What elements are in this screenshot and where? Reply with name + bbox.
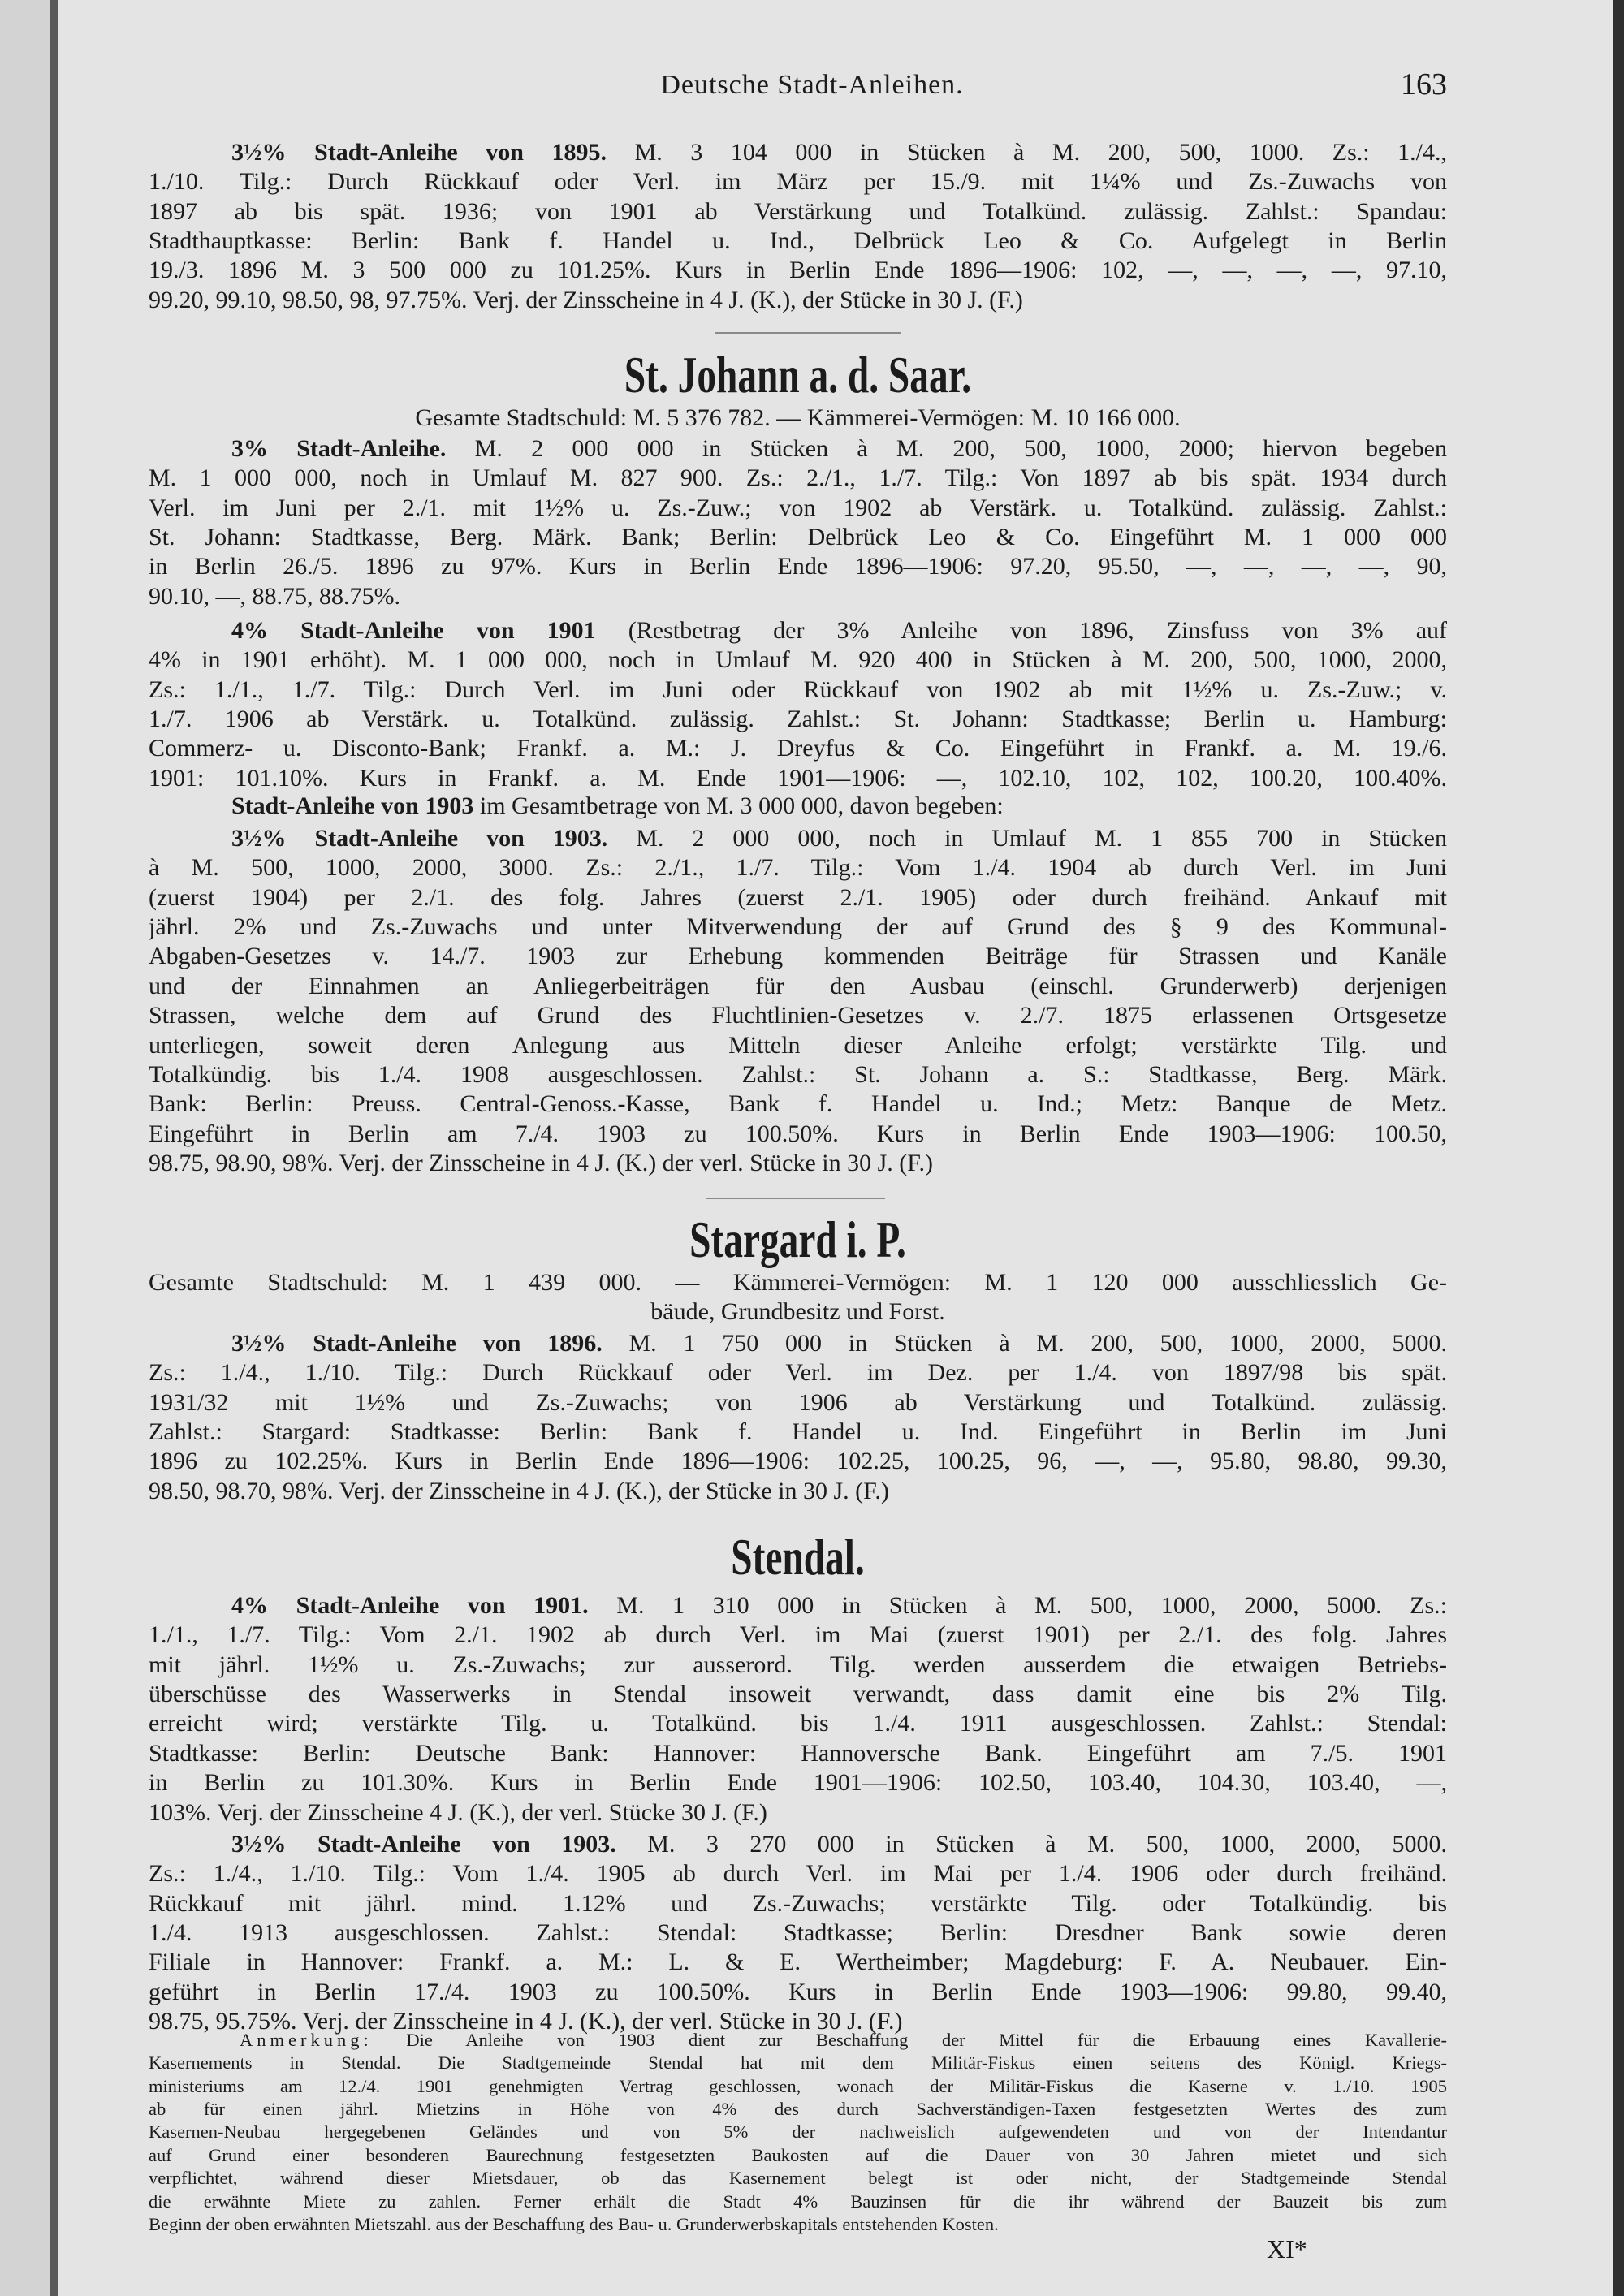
text-line	[149, 1418, 1447, 1447]
text-line	[149, 1948, 1447, 1977]
text-line	[149, 2052, 1447, 2074]
text-line	[317, 1211, 1278, 1268]
line-text: Beginn der oben erwähnten Mietszahl. aus der Beschaffung des Bau- u. Grunderwerbskapitals entstehenden Kosten.	[149, 2213, 999, 2234]
line-text: M. 3 270 000 in Stücken à M. 500, 1000, 2000, 5000.	[615, 1830, 1447, 1858]
line-text: Totalkündig. bis 1./4. 1908 ausgeschlossen. Zahlst.: St. Johann a. S.: Stadtkasse, Berg. Märk.	[149, 1060, 1447, 1088]
text-line	[149, 1447, 1447, 1476]
text-line	[149, 1031, 1447, 1060]
line-text: Gesamte Stadtschuld: M. 1 439 000. — Kämmerei-Vermögen: M. 1 120 000 ausschliesslich Ge-	[149, 1268, 1447, 1296]
text-line	[149, 582, 1447, 611]
text-line	[149, 1739, 1447, 1768]
text-line	[149, 2190, 1447, 2213]
line-text: ministeriums am 12./4. 1901 genehmigten Vertrag geschlossen, wonach der Militär-Fiskus die Kaserne v. 1./10. 1905	[149, 2075, 1447, 2096]
line-text: Commerz- u. Disconto-Bank; Frankf. a. M.: J. Dreyfus & Co. Eingeführt in Frankf. a. M. 19./6.	[149, 735, 1447, 762]
text-line	[149, 494, 1447, 523]
loan-entry	[149, 138, 1447, 315]
text-line	[149, 645, 1447, 675]
city-heading	[149, 1211, 1447, 1268]
scan-margin	[0, 0, 50, 2296]
text-line	[149, 2029, 1447, 2052]
text-line	[149, 1918, 1447, 1948]
line-text: Abgaben-Gesetzes v. 14./7. 1903 zur Erhebung kommenden Beiträge für Strassen und Kanäle	[149, 943, 1447, 970]
text-line	[149, 2075, 1447, 2098]
line-text: St. Johann: Stadtkasse, Berg. Märk. Bank; Berlin: Delbrück Leo & Co. Eingeführt M. 1 000 000	[149, 523, 1447, 550]
line-text: 1897 ab bis spät. 1936; von 1901 ab Verstärkung und Totalkünd. zulässig. Zahlst.: Spandau:	[149, 197, 1447, 225]
loan-title: 3½% Stadt-Anleihe von 1903.	[231, 824, 608, 852]
text-line	[149, 972, 1447, 1001]
text-line	[149, 1830, 1447, 1859]
text-line	[149, 1978, 1447, 2007]
signature-mark: XI*	[1267, 2234, 1307, 2264]
text-line	[149, 792, 1447, 821]
line-text: Die Anleihe von 1903 dient zur Beschaffung der Mittel für die Erbauung eines Kavallerie-	[372, 2029, 1447, 2050]
text-line	[149, 523, 1447, 552]
scan-border-right	[1613, 0, 1624, 2296]
text-line	[149, 1149, 1447, 1178]
text-line	[149, 167, 1447, 196]
line-text: 1./7. 1906 ab Verstärk. u. Totalkünd. zulässig. Zahlst.: St. Johann: Stadtkasse; Berlin u. Hamburg:	[149, 705, 1447, 732]
loan-title: Stadt-Anleihe von 1903	[231, 792, 474, 819]
city-heading	[149, 1529, 1447, 1586]
text-line	[149, 1591, 1447, 1621]
text-line	[149, 2098, 1447, 2121]
line-text: 90.10, —, 88.75, 88.75%.	[149, 582, 400, 610]
line-text: jährl. 2% und Zs.-Zuwachs und unter Mitverwendung der auf Grund des § 9 des Kommunal-	[149, 913, 1447, 940]
line-text: 1./1., 1./7. Tilg.: Vom 2./1. 1902 ab durch Verl. im Mai (zuerst 1901) per 2./1. des folg. Jahres	[149, 1621, 1447, 1649]
text-line	[149, 1477, 1447, 1506]
line-text: 1931/32 mit 1½% und Zs.-Zuwachs; von 1906 ab Verstärkung und Totalkünd. zulässig.	[149, 1388, 1447, 1416]
text-line	[149, 1329, 1447, 1358]
line-text: und der Einnahmen an Anliegerbeiträgen für den Ausbau (einschl. Grunderwerb) derjenigen	[149, 972, 1447, 999]
note-label: Anmerkung:	[240, 2029, 373, 2050]
line-text: ab für einen jährl. Mietzins in Höhe von 4% des durch Sachverständigen-Taxen festgesetzten Wertes des zum	[149, 2098, 1447, 2119]
line-text: mit jährl. 1½% u. Zs.-Zuwachs; zur ausserord. Tilg. werden ausserdem die etwaigen Betriebs-	[149, 1651, 1447, 1678]
line-text: bäude, Grundbesitz und Forst.	[650, 1298, 945, 1326]
line-text: in Berlin 26./5. 1896 zu 97%. Kurs in Berlin Ende 1896—1906: 97.20, 95.50, —, —, —, —, 90,	[149, 553, 1447, 580]
text-line	[149, 1120, 1447, 1149]
text-line	[149, 197, 1447, 227]
line-text: 1896 zu 102.25%. Kurs in Berlin Ende 1896—1906: 102.25, 100.25, 96, —, —, 95.80, 98.80, 99.30,	[149, 1448, 1447, 1475]
text-line	[149, 1798, 1447, 1828]
page-edge-shadow	[50, 0, 58, 2296]
text-line	[149, 824, 1447, 853]
line-text: M. 1 750 000 in Stücken à M. 200, 500, 1000, 2000, 5000.	[602, 1329, 1447, 1357]
line-text: Kasernements in Stendal. Die Stadtgemeinde Stendal hat mit dem Militär-Fiskus einen seitens des Königl. Kriegs-	[149, 2052, 1447, 2074]
page-number: 163	[1401, 67, 1447, 101]
line-text: Stadthauptkasse: Berlin: Bank f. Handel u. Ind., Delbrück Leo & Co. Aufgelegt in Berlin	[149, 227, 1447, 254]
text-line	[317, 1529, 1278, 1586]
footnote	[149, 2029, 1447, 2237]
line-text: Rückkauf mit jährl. mind. 1.12% und Zs.-Zuwachs; verstärkte Tilg. oder Totalkündig. bis	[149, 1889, 1447, 1917]
text-line	[149, 913, 1447, 942]
city-name: Stargard i. P.	[689, 1211, 906, 1268]
loan-entry	[149, 434, 1447, 611]
text-line	[149, 883, 1447, 913]
line-text: die erwähnte Miete zu zahlen. Ferner erhält die Stadt 4% Bauzinsen für die ihr während der Bauzeit bis zum	[149, 2190, 1447, 2212]
loan-title: 4% Stadt-Anleihe von 1901	[231, 616, 596, 644]
line-text: erreicht wird; verstärkte Tilg. u. Totalkünd. bis 1./4. 1911 ausgeschlossen. Zahlst.: Stendal:	[149, 1710, 1447, 1737]
line-text: im Gesamtbetrage von M. 3 000 000, davon begeben:	[473, 792, 1004, 819]
text-line	[149, 1859, 1447, 1888]
text-line	[149, 1709, 1447, 1738]
text-line	[149, 1297, 1447, 1327]
line-text: 4% in 1901 erhöht). M. 1 000 000, noch in Umlauf M. 920 400 in Stücken à M. 200, 500, 1000, 2000,	[149, 646, 1447, 674]
line-text: (Restbetrag der 3% Anleihe von 1896, Zinsfuss von 3% auf	[595, 616, 1447, 644]
line-text: verpflichtet, während dieser Mietsdauer, ob das Kasernement belegt ist oder nicht, der Stadtgemeinde Stendal	[149, 2168, 1447, 2189]
line-text: 103%. Verj. der Zinsscheine 4 J. (K.), der verl. Stücke 30 J. (F.)	[149, 1798, 767, 1826]
line-text: M. 3 104 000 in Stücken à M. 200, 500, 1000. Zs.: 1./4.,	[607, 138, 1447, 166]
text-line	[149, 1889, 1447, 1918]
line-text: 1901: 101.10%. Kurs in Frankf. a. M. Ende 1901—1906: —, 102.10, 102, 102, 100.20, 100.40%.	[149, 764, 1447, 792]
loan-entry	[149, 616, 1447, 793]
loan-title: 3½% Stadt-Anleihe von 1895.	[231, 138, 607, 166]
city-name: Stendal.	[731, 1529, 865, 1586]
text-line	[149, 2167, 1447, 2190]
line-text: Bank: Berlin: Preuss. Central-Genoss.-Kasse, Bank f. Handel u. Ind.; Metz: Banque de Metz.	[149, 1090, 1447, 1118]
text-line	[149, 464, 1447, 493]
city-name: St. Johann a. d. Saar.	[624, 347, 972, 404]
line-text: M. 1 000 000, noch in Umlauf M. 827 900. Zs.: 2./1., 1./7. Tilg.: Von 1897 ab bis spät. 1934 durch	[149, 464, 1447, 492]
line-text: Filiale in Hannover: Frankf. a. M.: L. & E. Wertheimber; Magdeburg: F. A. Neubauer. Ein-	[149, 1949, 1447, 1976]
text-line	[149, 942, 1447, 971]
line-text: 1./10. Tilg.: Durch Rückkauf oder Verl. im März per 15./9. mit 1¼% und Zs.-Zuwachs von	[149, 168, 1447, 196]
line-text: Stadtkasse: Berlin: Deutsche Bank: Hannover: Hannoversche Bank. Eingeführt am 7./5. 1901	[149, 1739, 1447, 1767]
line-text: 98.50, 98.70, 98%. Verj. der Zinsscheine in 4 J. (K.), der Stücke in 30 J. (F.)	[149, 1477, 889, 1504]
text-line	[149, 1768, 1447, 1798]
text-line	[149, 1680, 1447, 1709]
text-line	[149, 256, 1447, 285]
loan-title: 3½% Stadt-Anleihe von 1896.	[231, 1329, 603, 1357]
loan-title: 3½% Stadt-Anleihe von 1903.	[231, 1830, 616, 1858]
text-line	[149, 675, 1447, 705]
text-line	[149, 853, 1447, 883]
text-line	[149, 2144, 1447, 2167]
line-text: 19./3. 1896 M. 3 500 000 zu 101.25%. Kurs in Berlin Ende 1896—1906: 102, —, —, —, —, 97.10,	[149, 257, 1447, 284]
text-line	[149, 404, 1447, 433]
line-text: M. 1 310 000 in Stücken à M. 500, 1000, 2000, 5000. Zs.:	[588, 1591, 1447, 1619]
line-text: Zahlst.: Stargard: Stadtkasse: Berlin: Bank f. Handel u. Ind. Eingeführt in Berlin im Juni	[149, 1418, 1447, 1445]
loan-entry	[149, 1830, 1447, 2037]
line-text: Eingeführt in Berlin am 7./4. 1903 zu 100.50%. Kurs in Berlin Ende 1903—1906: 100.50,	[149, 1120, 1447, 1147]
line-text: in Berlin zu 101.30%. Kurs in Berlin Ende 1901—1906: 102.50, 103.40, 104.30, 103.40, —,	[149, 1769, 1447, 1797]
text-line	[149, 2121, 1447, 2143]
line-text: geführt in Berlin 17./4. 1903 zu 100.50%. Kurs in Berlin Ende 1903—1906: 99.80, 99.40,	[149, 1978, 1447, 2005]
line-text: Gesamte Stadtschuld: M. 5 376 782. — Kämmerei-Vermögen: M. 10 166 000.	[415, 404, 1181, 431]
loan-entry	[149, 1329, 1447, 1506]
text-line	[149, 1268, 1447, 1297]
text-line	[149, 616, 1447, 645]
loan-entry	[149, 824, 1447, 1179]
loan-entry	[149, 1591, 1447, 1828]
line-text: Strassen, welche dem auf Grund des Fluchtlinien-Gesetzes v. 2./7. 1875 erlassenen Ortsgesetze	[149, 1002, 1447, 1029]
text-line	[149, 286, 1447, 315]
section-divider	[706, 1198, 885, 1199]
line-text: unterliegen, soweit deren Anlegung aus Mitteln dieser Anleihe erfolgt; verstärkte Tilg. und	[149, 1031, 1447, 1059]
line-text: überschüsse des Wasserwerks in Stendal insoweit verwandt, dass damit eine bis 2% Tilg.	[149, 1680, 1447, 1707]
loan-title: 4% Stadt-Anleihe von 1901.	[231, 1591, 589, 1619]
line-text: Zs.: 1./4., 1./10. Tilg.: Durch Rückkauf oder Verl. im Dez. per 1./4. von 1897/98 bis spät.	[149, 1359, 1447, 1387]
line-text: 99.20, 99.10, 98.50, 98, 97.75%. Verj. der Zinsscheine in 4 J. (K.), der Stücke in 30 J. (F.)	[149, 286, 1023, 313]
line-text: Verl. im Juni per 2./1. mit 1½% u. Zs.-Zuw.; von 1902 ab Verstärk. u. Totalkünd. zulässig. Zahlst.:	[149, 494, 1447, 521]
text-line	[149, 764, 1447, 793]
text-line	[149, 1358, 1447, 1388]
text-line	[149, 705, 1447, 734]
text-line	[149, 552, 1447, 581]
loan-title: 3% Stadt-Anleihe.	[231, 434, 447, 462]
text-line	[149, 1651, 1447, 1680]
loan-entry	[149, 792, 1447, 821]
running-title: Deutsche Stadt-Anleihen.	[660, 70, 964, 100]
line-text: Kasernen-Neubau hergegebenen Geländes und von 5% der nachweislich aufgewendeten und von der Intendantur	[149, 2121, 1447, 2143]
text-line	[317, 347, 1278, 404]
line-text: auf Grund einer besonderen Baurechnung festgesetzten Baukosten auf die Dauer von 30 Jahren mietet und sich	[149, 2144, 1447, 2165]
debt-summary	[149, 1268, 1447, 1327]
debt-summary	[149, 404, 1447, 433]
text-line	[149, 138, 1447, 167]
text-line	[149, 1001, 1447, 1030]
text-line	[149, 434, 1447, 464]
text-line	[149, 227, 1447, 256]
text-line	[149, 1060, 1447, 1090]
text-line	[149, 734, 1447, 763]
line-text: 98.75, 95.75%. Verj. der Zinsscheine in 4 J. (K.), der verl. Stücke in 30 J. (F.)	[149, 2008, 903, 2035]
text-line	[149, 1090, 1447, 1119]
line-text: 1./4. 1913 ausgeschlossen. Zahlst.: Stendal: Stadtkasse; Berlin: Dresdner Bank sowie deren	[149, 1918, 1447, 1946]
line-text: (zuerst 1904) per 2./1. des folg. Jahres (zuerst 2./1. 1905) oder durch freihänd. Ankauf mit	[149, 883, 1447, 911]
line-text: Zs.: 1./1., 1./7. Tilg.: Durch Verl. im Juni oder Rückkauf von 1902 ab mit 1½% u. Zs.-Zuw.; v.	[149, 675, 1447, 703]
line-text: M. 2 000 000 in Stücken à M. 200, 500, 1000, 2000; hiervon begeben	[446, 434, 1447, 462]
line-text: à M. 500, 1000, 2000, 3000. Zs.: 2./1., 1./7. Tilg.: Vom 1./4. 1904 ab durch Verl. im Juni	[149, 854, 1447, 882]
line-text: Zs.: 1./4., 1./10. Tilg.: Vom 1./4. 1905 ab durch Verl. im Mai per 1./4. 1906 oder durch freihänd.	[149, 1860, 1447, 1888]
text-line	[149, 1388, 1447, 1418]
line-text: 98.75, 98.90, 98%. Verj. der Zinsscheine in 4 J. (K.) der verl. Stücke in 30 J. (F.)	[149, 1150, 934, 1177]
text-line	[149, 1621, 1447, 1650]
text-line	[149, 2213, 1447, 2236]
line-text: M. 2 000 000, noch in Umlauf M. 1 855 700 in Stücken	[607, 824, 1447, 852]
section-divider	[715, 332, 901, 334]
city-heading	[149, 347, 1447, 404]
